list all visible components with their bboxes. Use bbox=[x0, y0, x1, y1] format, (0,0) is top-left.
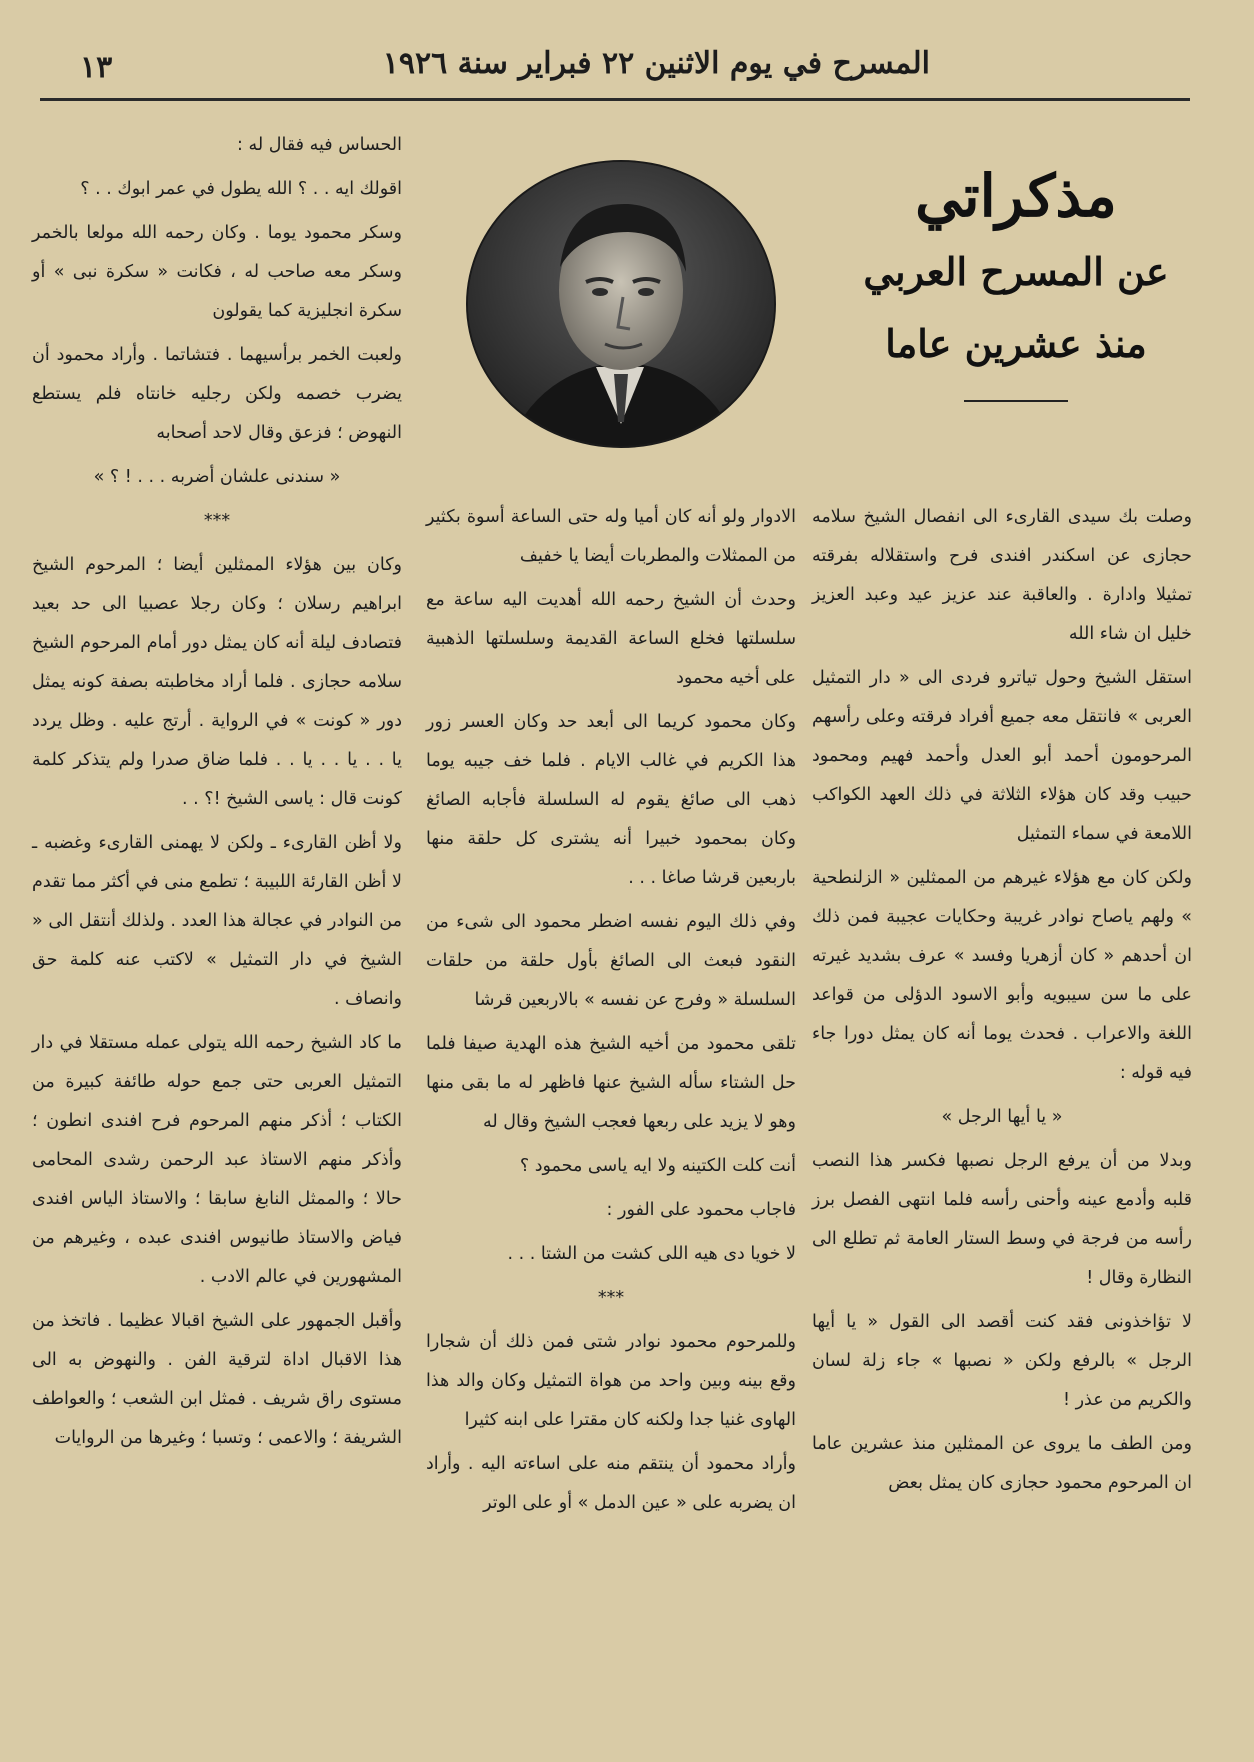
paragraph: « سندنى علشان أضربه . . . ! ؟ » bbox=[93, 467, 341, 487]
paragraph: وأقبل الجمهور على الشيخ اقبالا عظيما . فاتخذ من هذا الاقبال اداة لترقية الفن . والنهوض به الى مستوى راق شريف . فمثل ابن الشعب ؛ والعواطف الشريفة ؛ والاعمى ؛ وتسبا ؛ وغيرها من الروايات bbox=[32, 1311, 402, 1448]
article-column-left bbox=[32, 126, 402, 1463]
paragraph: وكان محمود كريما الى أبعد حد وكان العسر زور هذا الكريم في غالب الايام . فلما خف جيبه يوما ذهب الى صائغ يقوم له السلسلة فأجابه الصائغ وكان بمحمود خبيرا أنه يشترى كل حلقة منها باربعين قرشا صاغا . . . bbox=[426, 712, 796, 888]
paragraph: وفي ذلك اليوم نفسه اضطر محمود الى شىء من النقود فبعث الى الصائغ بأول حلقة من حلقات السلسلة « وفرج عن نفسه » بالاربعين قرشا bbox=[426, 912, 796, 1010]
title-divider bbox=[964, 400, 1068, 402]
article-subtitle-2: منذ عشرين عاما bbox=[885, 321, 1147, 366]
paragraph: وصلت بك سيدى القارىء الى انفصال الشيخ سلامه حجازى عن اسكندر افندى فرح واستقلاله بفرقته تمثيلا وادارة . والعاقبة عند عزيز عيد وعبد العزيز خليل ان شاء الله bbox=[812, 507, 1192, 644]
paragraph: ولا أظن القارىء ـ ولكن لا يهمنى القارىء وغضبه ـ لا أظن القارئة اللبيبة ؛ تطمع منى في أكثر مما تقدم من النوادر في عجالة هذا العدد . ولذلك أنتقل الى « الشيخ في دار التمثيل » لاكتب عنه كلمة حق وانصاف . bbox=[32, 833, 402, 1009]
paragraph: ولكن كان مع هؤلاء غيرهم من الممثلين « الزلنطحية » ولهم ياصاح نوادر غريبة وحكايات عجيبة فمن ذلك ان أحدهم « كان أزهريا وفسد » عرف بشديد غيرته على ما سن سيبويه وأبو الاسود الدؤلى من قواعد اللغة والاعراب . فحدث يوما أنه كان يمثل دورا جاء فيه قوله : bbox=[812, 868, 1192, 1083]
paragraph: لا تؤاخذونى فقد كنت أقصد الى القول « يا أيها الرجل » بالرفع ولكن « نصبها » جاء زلة لسان والكريم من عذر ! bbox=[812, 1312, 1192, 1410]
article-title-block bbox=[836, 150, 1196, 466]
paragraph: وللمرحوم محمود نوادر شتى فمن ذلك أن شجارا وقع بينه وبين واحد من هواة التمثيل وكان والد هذا الهاوى غنيا جدا ولكنه كان مقترا على ابنه كثيرا bbox=[426, 1332, 796, 1430]
paragraph: فاجاب محمود على الفور : bbox=[606, 1200, 796, 1220]
paragraph: وكان بين هؤلاء الممثلين أيضا ؛ المرحوم الشيخ ابراهيم رسلان ؛ وكان رجلا عصبيا الى حد بعيد فتصادف ليلة أنه كان يمثل دور أمام المرحوم الشيخ سلامه حجازى . فلما أراد مخاطبته بصفة كونه يمثل دور « كونت » في الرواية . أرتج عليه . وظل يردد يا . . يا . . يا . . فلما ضاق صدرا ولم يتذكر كلمة كونت قال : ياسى الشيخ !؟ . . bbox=[32, 555, 402, 809]
section-separator: *** bbox=[203, 511, 231, 531]
paragraph: « يا أيها الرجل » bbox=[941, 1107, 1063, 1127]
paragraph: اقولك ايه . . ؟ الله يطول في عمر ابوك . . ؟ bbox=[80, 179, 402, 199]
portrait-photo-icon bbox=[466, 160, 776, 448]
paragraph: ما كاد الشيخ رحمه الله يتولى عمله مستقلا في دار التمثيل العربى حتى جمع حوله طائفة كبيرة من الكتاب ؛ أذكر منهم المرحوم فرح افندى انطون ؛ وأذكر منهم الاستاذ عبد الرحمن رشدى المحامى حالا ؛ والممثل النابغ سابقا ؛ والاستاذ الياس افندى فياض والاستاذ طانيوس افندى عبده ، وغيرهم من المشهورين في عالم الادب . bbox=[32, 1033, 402, 1287]
paragraph: تلقى محمود من أخيه الشيخ هذه الهدية صيفا فلما حل الشتاء سأله الشيخ عنها فاظهر له ما بقى منها وهو لا يزيد على ربعها فعجب الشيخ وقال له bbox=[426, 1034, 796, 1132]
paragraph: وسكر محمود يوما . وكان رحمه الله مولعا بالخمر وسكر معه صاحب له ، فكانت « سكرة نبى » أو سكرة انجليزية كما يقولون bbox=[32, 223, 402, 321]
paragraph: الادوار ولو أنه كان أميا وله حتى الساعة أسوة بكثير من الممثلات والمطربات أيضا يا خفيف bbox=[426, 507, 796, 566]
article-column-middle bbox=[426, 498, 796, 1528]
paragraph: ومن الطف ما يروى عن الممثلين منذ عشرين عاما ان المرحوم محمود حجازى كان يمثل بعض bbox=[812, 1434, 1192, 1493]
running-title: المسرح في يوم الاثنين ٢٢ فبراير سنة ١٩٢٦ bbox=[382, 46, 930, 81]
paragraph: استقل الشيخ وحول تياترو فردى الى « دار التمثيل العربى » فانتقل معه جميع أفراد فرقته وعلى رأسهم المرحومون أحمد أبو العدل وأحمد فهيم ومحمود حبيب وقد كان هؤلاء الثلاثة في ذلك العهد الكواكب اللامعة في سماء التمثيل bbox=[812, 668, 1192, 844]
article-subtitle: عن المسرح العربي bbox=[863, 249, 1169, 294]
article-title: مذكراتي bbox=[915, 162, 1117, 230]
paragraph: وبدلا من أن يرفع الرجل نصبها فكسر هذا النصب قلبه وأدمع عينه وأحنى رأسه فلما انتهى الفصل برز رأسه من فرجة في وسط الستار العامة ثم تطلع الى النظارة وقال ! bbox=[812, 1151, 1192, 1288]
paragraph: وحدث أن الشيخ رحمه الله أهديت اليه ساعة مع سلسلتها فخلع الساعة القديمة وسلسلتها الذهبية على أخيه محمود bbox=[426, 590, 796, 688]
paragraph: الحساس فيه فقال له : bbox=[237, 135, 402, 155]
paragraph: لا خويا دى هيه اللى كشت من الشتا . . . bbox=[507, 1244, 796, 1264]
paragraph: ولعبت الخمر برأسيهما . فتشاتما . وأراد محمود أن يضرب خصمه ولكن رجليه خانتاه فلم يستطع النهوض ؛ فزعق وقال لاحد أصحابه bbox=[32, 345, 402, 443]
page-header bbox=[40, 36, 1190, 101]
paragraph: وأراد محمود أن ينتقم منه على اساءته اليه . وأراد ان يضربه على « عين الدمل » أو على الوتر bbox=[426, 1454, 796, 1513]
section-separator: *** bbox=[597, 1288, 625, 1308]
article-column-right bbox=[812, 498, 1192, 1508]
paragraph: أنت كلت الكتينه ولا ايه ياسى محمود ؟ bbox=[519, 1156, 796, 1176]
page-number: ١٣ bbox=[80, 50, 113, 85]
